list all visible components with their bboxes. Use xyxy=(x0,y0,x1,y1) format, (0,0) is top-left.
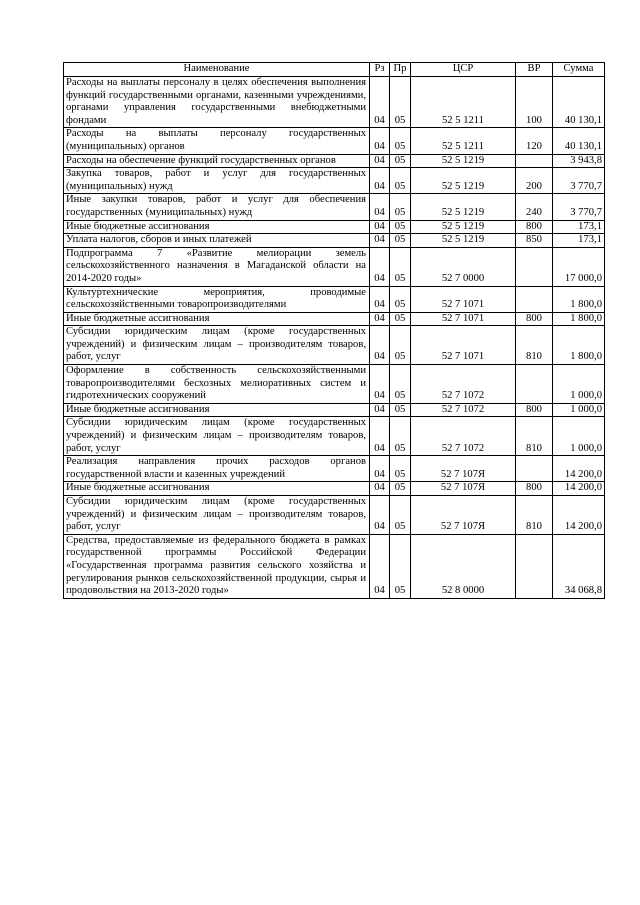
table-row xyxy=(64,194,605,220)
table-row xyxy=(64,154,605,168)
table-row xyxy=(64,326,605,365)
table-row xyxy=(64,234,605,248)
row-rz: 04 xyxy=(370,326,390,365)
row-sum: 3 770,7 xyxy=(553,194,605,220)
row-vr: 200 xyxy=(516,168,553,194)
table-row xyxy=(64,312,605,326)
row-pr: 05 xyxy=(390,534,411,598)
row-sum: 1 000,0 xyxy=(553,417,605,456)
row-csr: 52 5 1219 xyxy=(411,154,516,168)
row-rz: 04 xyxy=(370,456,390,482)
table-row xyxy=(64,496,605,535)
row-name: Средства, предоставляемые из федерального бюджета в рамках государственной программы Российской Федерации «Государственная программа развития сельского хозяйства и регулирования рынков сельскохозяйственной продукции, сырья и продовольствия на 2013-2020 годы» xyxy=(64,534,370,598)
row-sum: 173,1 xyxy=(553,220,605,234)
row-csr: 52 5 1211 xyxy=(411,128,516,154)
row-pr: 05 xyxy=(390,403,411,417)
row-name: Субсидии юридическим лицам (кроме государственных учреждений) и физическим лицам – производителям товаров, работ, услуг xyxy=(64,496,370,535)
row-name: Иные закупки товаров, работ и услуг для обеспечения государственных (муниципальных) нужд xyxy=(64,194,370,220)
row-name: Расходы на выплаты персоналу государственных (муниципальных) органов xyxy=(64,128,370,154)
row-rz: 04 xyxy=(370,496,390,535)
row-pr: 05 xyxy=(390,496,411,535)
row-sum: 1 000,0 xyxy=(553,365,605,404)
row-sum: 1 800,0 xyxy=(553,286,605,312)
table-row xyxy=(64,403,605,417)
row-rz: 04 xyxy=(370,194,390,220)
budget-table xyxy=(63,62,605,599)
row-rz: 04 xyxy=(370,534,390,598)
row-rz: 04 xyxy=(370,247,390,286)
row-rz: 04 xyxy=(370,312,390,326)
row-csr: 52 7 107Я xyxy=(411,482,516,496)
row-sum: 40 130,1 xyxy=(553,77,605,128)
row-vr: 800 xyxy=(516,220,553,234)
row-vr xyxy=(516,456,553,482)
row-sum: 1 800,0 xyxy=(553,326,605,365)
row-name: Реализация направления прочих расходов органов государственной власти и казенных учреждений xyxy=(64,456,370,482)
row-rz: 04 xyxy=(370,482,390,496)
row-csr: 52 7 1072 xyxy=(411,365,516,404)
row-pr: 05 xyxy=(390,326,411,365)
table-row xyxy=(64,365,605,404)
row-rz: 04 xyxy=(370,77,390,128)
row-pr: 05 xyxy=(390,128,411,154)
row-rz: 04 xyxy=(370,128,390,154)
row-pr: 05 xyxy=(390,247,411,286)
row-csr: 52 7 1072 xyxy=(411,417,516,456)
row-name: Субсидии юридическим лицам (кроме государственных учреждений) и физическим лицам – производителям товаров, работ, услуг xyxy=(64,326,370,365)
row-csr: 52 7 1071 xyxy=(411,312,516,326)
row-pr: 05 xyxy=(390,482,411,496)
header-sum: Сумма xyxy=(553,63,605,77)
table-row xyxy=(64,220,605,234)
row-csr: 52 5 1219 xyxy=(411,168,516,194)
row-pr: 05 xyxy=(390,417,411,456)
row-name: Иные бюджетные ассигнования xyxy=(64,220,370,234)
row-pr: 05 xyxy=(390,220,411,234)
table-row xyxy=(64,247,605,286)
row-csr: 52 7 107Я xyxy=(411,496,516,535)
row-vr xyxy=(516,286,553,312)
row-csr: 52 7 1071 xyxy=(411,286,516,312)
table-row xyxy=(64,286,605,312)
header-rz: Рз xyxy=(370,63,390,77)
header-vr: ВР xyxy=(516,63,553,77)
row-vr: 810 xyxy=(516,496,553,535)
row-pr: 05 xyxy=(390,234,411,248)
row-pr: 05 xyxy=(390,154,411,168)
table-header-row xyxy=(64,63,605,77)
row-csr: 52 7 1071 xyxy=(411,326,516,365)
row-name: Культуртехнические мероприятия, проводимые сельскохозяйственными товаропроизводителями xyxy=(64,286,370,312)
row-vr: 800 xyxy=(516,482,553,496)
row-pr: 05 xyxy=(390,286,411,312)
row-vr: 810 xyxy=(516,326,553,365)
row-vr: 810 xyxy=(516,417,553,456)
row-rz: 04 xyxy=(370,154,390,168)
table-row xyxy=(64,456,605,482)
row-csr: 52 7 0000 xyxy=(411,247,516,286)
row-sum: 14 200,0 xyxy=(553,496,605,535)
row-rz: 04 xyxy=(370,220,390,234)
row-pr: 05 xyxy=(390,168,411,194)
table-row xyxy=(64,534,605,598)
row-name: Иные бюджетные ассигнования xyxy=(64,403,370,417)
row-vr xyxy=(516,154,553,168)
row-pr: 05 xyxy=(390,365,411,404)
row-sum: 17 000,0 xyxy=(553,247,605,286)
table-row xyxy=(64,128,605,154)
row-pr: 05 xyxy=(390,456,411,482)
table-row xyxy=(64,168,605,194)
row-csr: 52 5 1219 xyxy=(411,194,516,220)
row-sum: 14 200,0 xyxy=(553,456,605,482)
row-csr: 52 7 1072 xyxy=(411,403,516,417)
row-name: Иные бюджетные ассигнования xyxy=(64,482,370,496)
row-vr: 800 xyxy=(516,403,553,417)
row-name: Иные бюджетные ассигнования xyxy=(64,312,370,326)
row-csr: 52 8 0000 xyxy=(411,534,516,598)
row-vr: 120 xyxy=(516,128,553,154)
row-pr: 05 xyxy=(390,194,411,220)
row-vr: 850 xyxy=(516,234,553,248)
row-csr: 52 7 107Я xyxy=(411,456,516,482)
row-csr: 52 5 1211 xyxy=(411,77,516,128)
row-sum: 1 000,0 xyxy=(553,403,605,417)
row-name: Подпрограмма 7 «Развитие мелиорации земель сельскохозяйственного назначения в Магаданской области на 2014-2020 годы» xyxy=(64,247,370,286)
row-vr xyxy=(516,365,553,404)
row-sum: 3 943,8 xyxy=(553,154,605,168)
row-sum: 14 200,0 xyxy=(553,482,605,496)
row-sum: 1 800,0 xyxy=(553,312,605,326)
row-name: Оформление в собственность сельскохозяйственными товаропроизводителями бесхозных мелиоративных систем и гидротехнических сооружений xyxy=(64,365,370,404)
row-vr xyxy=(516,247,553,286)
row-pr: 05 xyxy=(390,77,411,128)
row-vr: 240 xyxy=(516,194,553,220)
row-vr: 100 xyxy=(516,77,553,128)
row-rz: 04 xyxy=(370,168,390,194)
row-rz: 04 xyxy=(370,365,390,404)
header-pr: Пр xyxy=(390,63,411,77)
row-name: Закупка товаров, работ и услуг для государственных (муниципальных) нужд xyxy=(64,168,370,194)
row-rz: 04 xyxy=(370,417,390,456)
header-name: Наименование xyxy=(64,63,370,77)
row-name: Расходы на выплаты персоналу в целях обеспечения выполнения функций государственными органами, казенными учреждениями, органами управления государственными внебюджетными фондами xyxy=(64,77,370,128)
header-csr: ЦСР xyxy=(411,63,516,77)
row-vr: 800 xyxy=(516,312,553,326)
row-sum: 173,1 xyxy=(553,234,605,248)
row-name: Уплата налогов, сборов и иных платежей xyxy=(64,234,370,248)
table-row xyxy=(64,482,605,496)
row-vr xyxy=(516,534,553,598)
row-pr: 05 xyxy=(390,312,411,326)
row-rz: 04 xyxy=(370,286,390,312)
row-name: Субсидии юридическим лицам (кроме государственных учреждений) и физическим лицам – производителям товаров, работ, услуг xyxy=(64,417,370,456)
table-row xyxy=(64,77,605,128)
row-rz: 04 xyxy=(370,403,390,417)
row-csr: 52 5 1219 xyxy=(411,234,516,248)
row-sum: 40 130,1 xyxy=(553,128,605,154)
row-csr: 52 5 1219 xyxy=(411,220,516,234)
row-sum: 3 770,7 xyxy=(553,168,605,194)
row-rz: 04 xyxy=(370,234,390,248)
row-name: Расходы на обеспечение функций государственных органов xyxy=(64,154,370,168)
row-sum: 34 068,8 xyxy=(553,534,605,598)
table-row xyxy=(64,417,605,456)
